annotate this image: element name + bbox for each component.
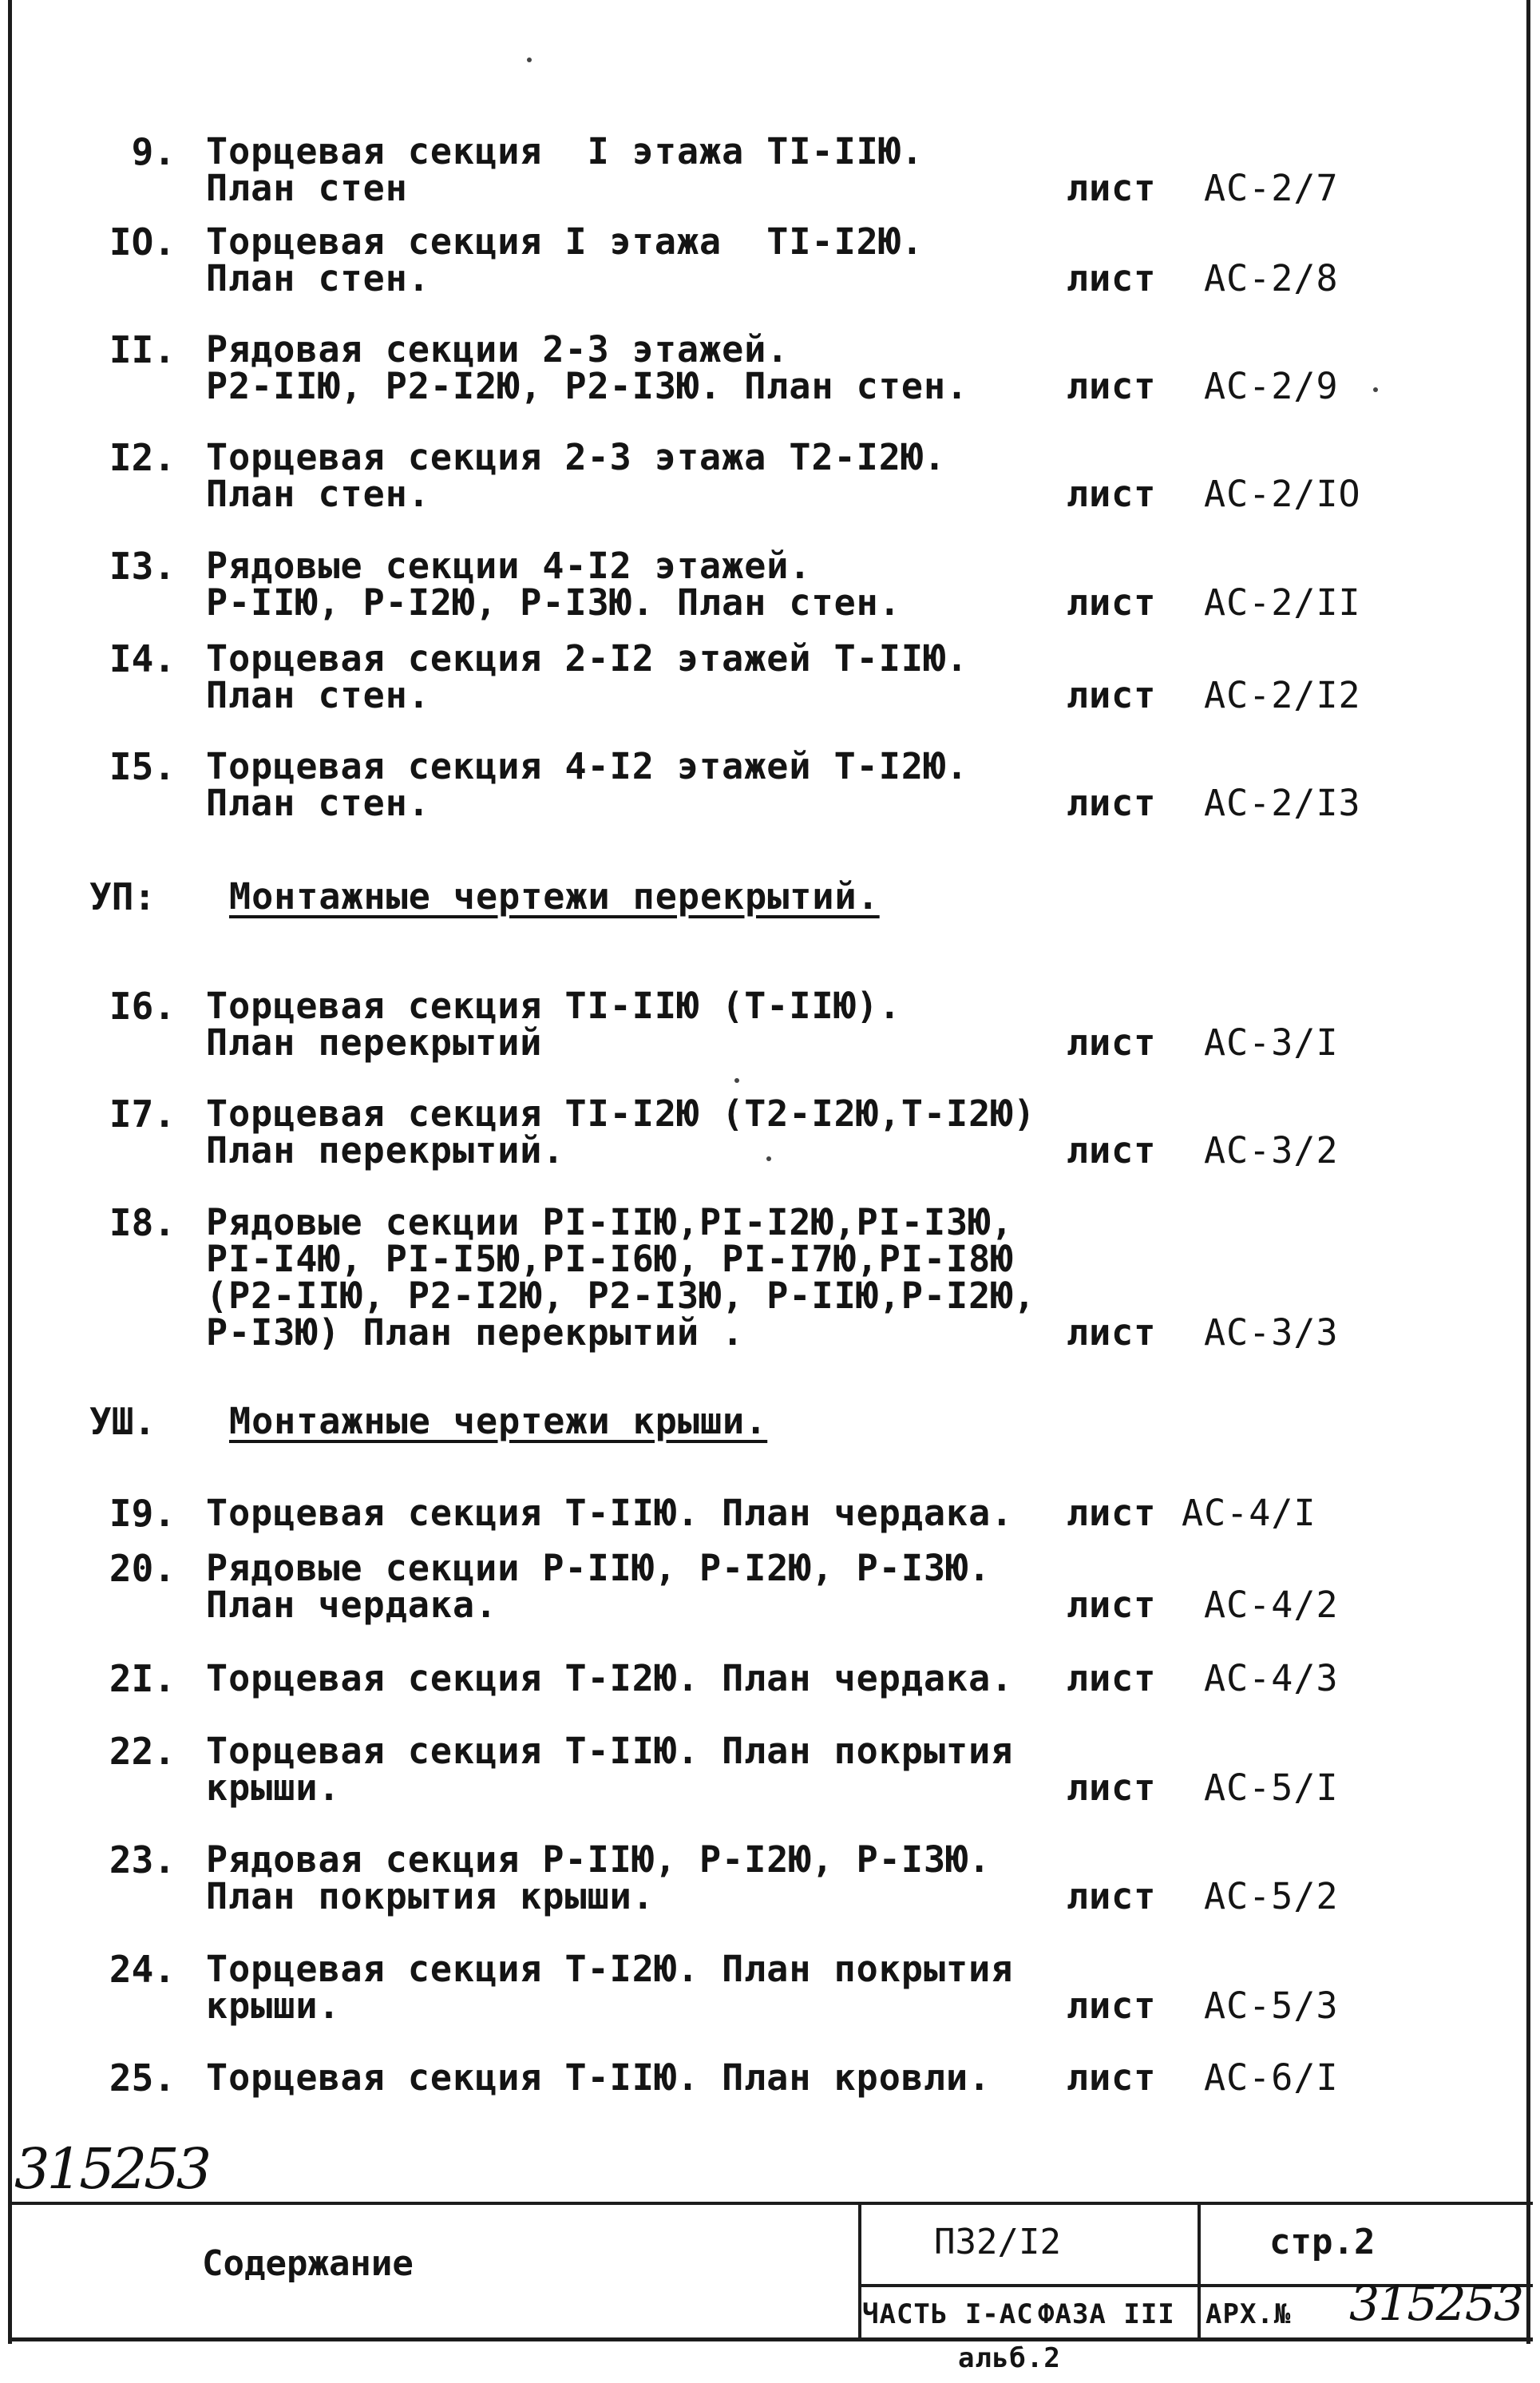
sheet-code: АС-2/9 [1204,365,1339,407]
entry-number: I8. [109,1201,176,1244]
entry-number: 23. [109,1838,176,1881]
section-number: УШ. [89,1400,156,1443]
sheet-label: лист [1067,1129,1157,1172]
entry-number: II. [109,328,176,371]
sheet-label: лист [1067,1021,1157,1064]
entry-description: Торцевая секция 2-3 этажа Т2-I2Ю. План стен. [206,436,947,515]
sheet-label: лист [1067,257,1157,299]
entry-number: 9. [131,130,176,173]
sheet-label: лист [1067,1766,1157,1809]
entry-description: Торцевая секция Т-I2Ю. План чердака. [206,1657,1014,1699]
entry-description: Рядовая секции 2-3 этажей. Р2-IIЮ, Р2-I2Ю, Р2-I3Ю. План стен. [206,328,969,407]
sheet-code: АС-5/3 [1204,1985,1339,2027]
sheet-code: АС-2/7 [1204,167,1339,209]
sheet-code: АС-3/2 [1204,1129,1339,1172]
title-block-top-line [8,2202,1533,2205]
entry-number: 25. [109,2056,176,2099]
sheet-label: лист [1067,1875,1157,1917]
section-title: Монтажные чертежи крыши. [229,1400,768,1442]
sheet-code: АС-5/2 [1204,1875,1339,1917]
entry-number: 20. [109,1547,176,1590]
entry-number: 2I. [109,1657,176,1700]
sheet-code: АС-5/I [1204,1766,1339,1809]
entry-description: Рядовые секции Р-IIЮ, Р-I2Ю, Р-I3Ю. План чердака. [206,1547,992,1626]
sheet-label: лист [1067,2056,1157,2099]
scan-speck [527,57,532,62]
section-number: УП: [89,875,156,918]
sheet-code: АС-2/I3 [1204,782,1361,824]
album-label: альб.2 [958,2342,1061,2374]
sheet-code: АС-3/3 [1204,1311,1339,1354]
document-code: П32/I2 [934,2222,1061,2262]
scan-speck [1373,387,1378,392]
sheet-code: АС-4/2 [1204,1584,1339,1626]
entry-number: I2. [109,436,176,479]
scan-speck [734,1078,739,1083]
entry-number: I7. [109,1092,176,1136]
page-number: стр.2 [1269,2222,1376,2262]
sheet-label: лист [1067,1584,1157,1626]
entry-description: Торцевая секция Т-IIЮ. План кровли. [206,2056,992,2099]
entry-number: I3. [109,545,176,588]
entry-description: Торцевая секция I этажа TI-I2Ю. План стен. [206,220,924,299]
document-title: Содержание [202,2243,414,2284]
entry-number: I5. [109,745,176,788]
frame-border-bottom [8,2337,1533,2341]
frame-border-left [8,0,12,2344]
entry-description: Торцевая секция Т-IIЮ. План чердака. [206,1492,1014,1534]
entry-number: 24. [109,1948,176,1991]
sheet-label: лист [1067,581,1157,624]
sheet-code: АС-2/IO [1204,473,1361,515]
sheet-code: АС-2/I2 [1204,674,1361,716]
entry-description: Рядовые секции 4-I2 этажей. Р-IIЮ, Р-I2Ю, Р-I3Ю. План стен. [206,545,901,624]
scan-speck [766,1156,771,1161]
sheet-label: лист [1067,1657,1157,1699]
sheet-label: лист [1067,1311,1157,1354]
entry-number: I6. [109,985,176,1028]
entry-description: Рядовая секция Р-IIЮ, Р-I2Ю, Р-I3Ю. План покрытия крыши. [206,1838,992,1917]
handwritten-archive-number: 315253 [14,2136,209,2202]
sheet-label: лист [1067,1985,1157,2027]
archive-label: АРХ.№ [1205,2298,1292,2330]
sheet-label: лист [1067,674,1157,716]
archive-number: 315253 [1349,2276,1523,2332]
sheet-code: АС-3/I [1204,1021,1339,1064]
sheet-code: АС-2/8 [1204,257,1339,299]
entry-description: Рядовые секции PI-IIЮ,PI-I2Ю,PI-I3Ю, PI-I4Ю, PI-I5Ю,PI-I6Ю, PI-I7Ю,PI-I8Ю (Р2-IIЮ, Р2-I2Ю, Р2-I3Ю, Р-IIЮ,Р-I2Ю, Р-I3Ю) План перекрытий . [206,1201,1036,1354]
title-block-divider-1 [858,2202,861,2341]
phase-label: ФАЗА III [1038,2298,1175,2330]
section-title: Монтажные чертежи перекрытий. [229,875,880,918]
entry-number: 22. [109,1730,176,1773]
entry-description: Торцевая секция I этажа TI-IIЮ. План стен [206,130,924,209]
sheet-label: лист [1067,365,1157,407]
entry-description: Торцевая секция TI-IIЮ (Т-IIЮ). План перекрытий [206,985,901,1064]
entry-description: Торцевая секция TI-I2Ю (Т2-I2Ю,Т-I2Ю) План перекрытий. [206,1092,1036,1172]
sheet-code: АС-4/3 [1204,1657,1339,1699]
entry-description: Торцевая секция 4-I2 этажей Т-I2Ю. План стен. [206,745,969,824]
entry-description: Торцевая секция 2-I2 этажей Т-IIЮ. План стен. [206,637,969,716]
sheet-label: лист [1067,1492,1157,1534]
sheet-code: АС-6/I [1204,2056,1339,2099]
sheet-label: лист [1067,473,1157,515]
entry-description: Торцевая секция Т-I2Ю. План покрытия крыши. [206,1948,1014,2027]
sheet-code: АС-2/II [1204,581,1361,624]
title-block-divider-2 [1198,2202,1201,2341]
sheet-code: АС-4/I [1182,1492,1316,1534]
entry-number: I9. [109,1492,176,1535]
frame-border-right [1526,0,1530,2344]
entry-number: I4. [109,637,176,680]
sheet-label: лист [1067,782,1157,824]
entry-number: IO. [109,220,176,264]
entry-description: Торцевая секция Т-IIЮ. План покрытия крыши. [206,1730,1014,1809]
sheet-label: лист [1067,167,1157,209]
part-label: ЧАСТЬ I-АС [862,2298,1034,2330]
